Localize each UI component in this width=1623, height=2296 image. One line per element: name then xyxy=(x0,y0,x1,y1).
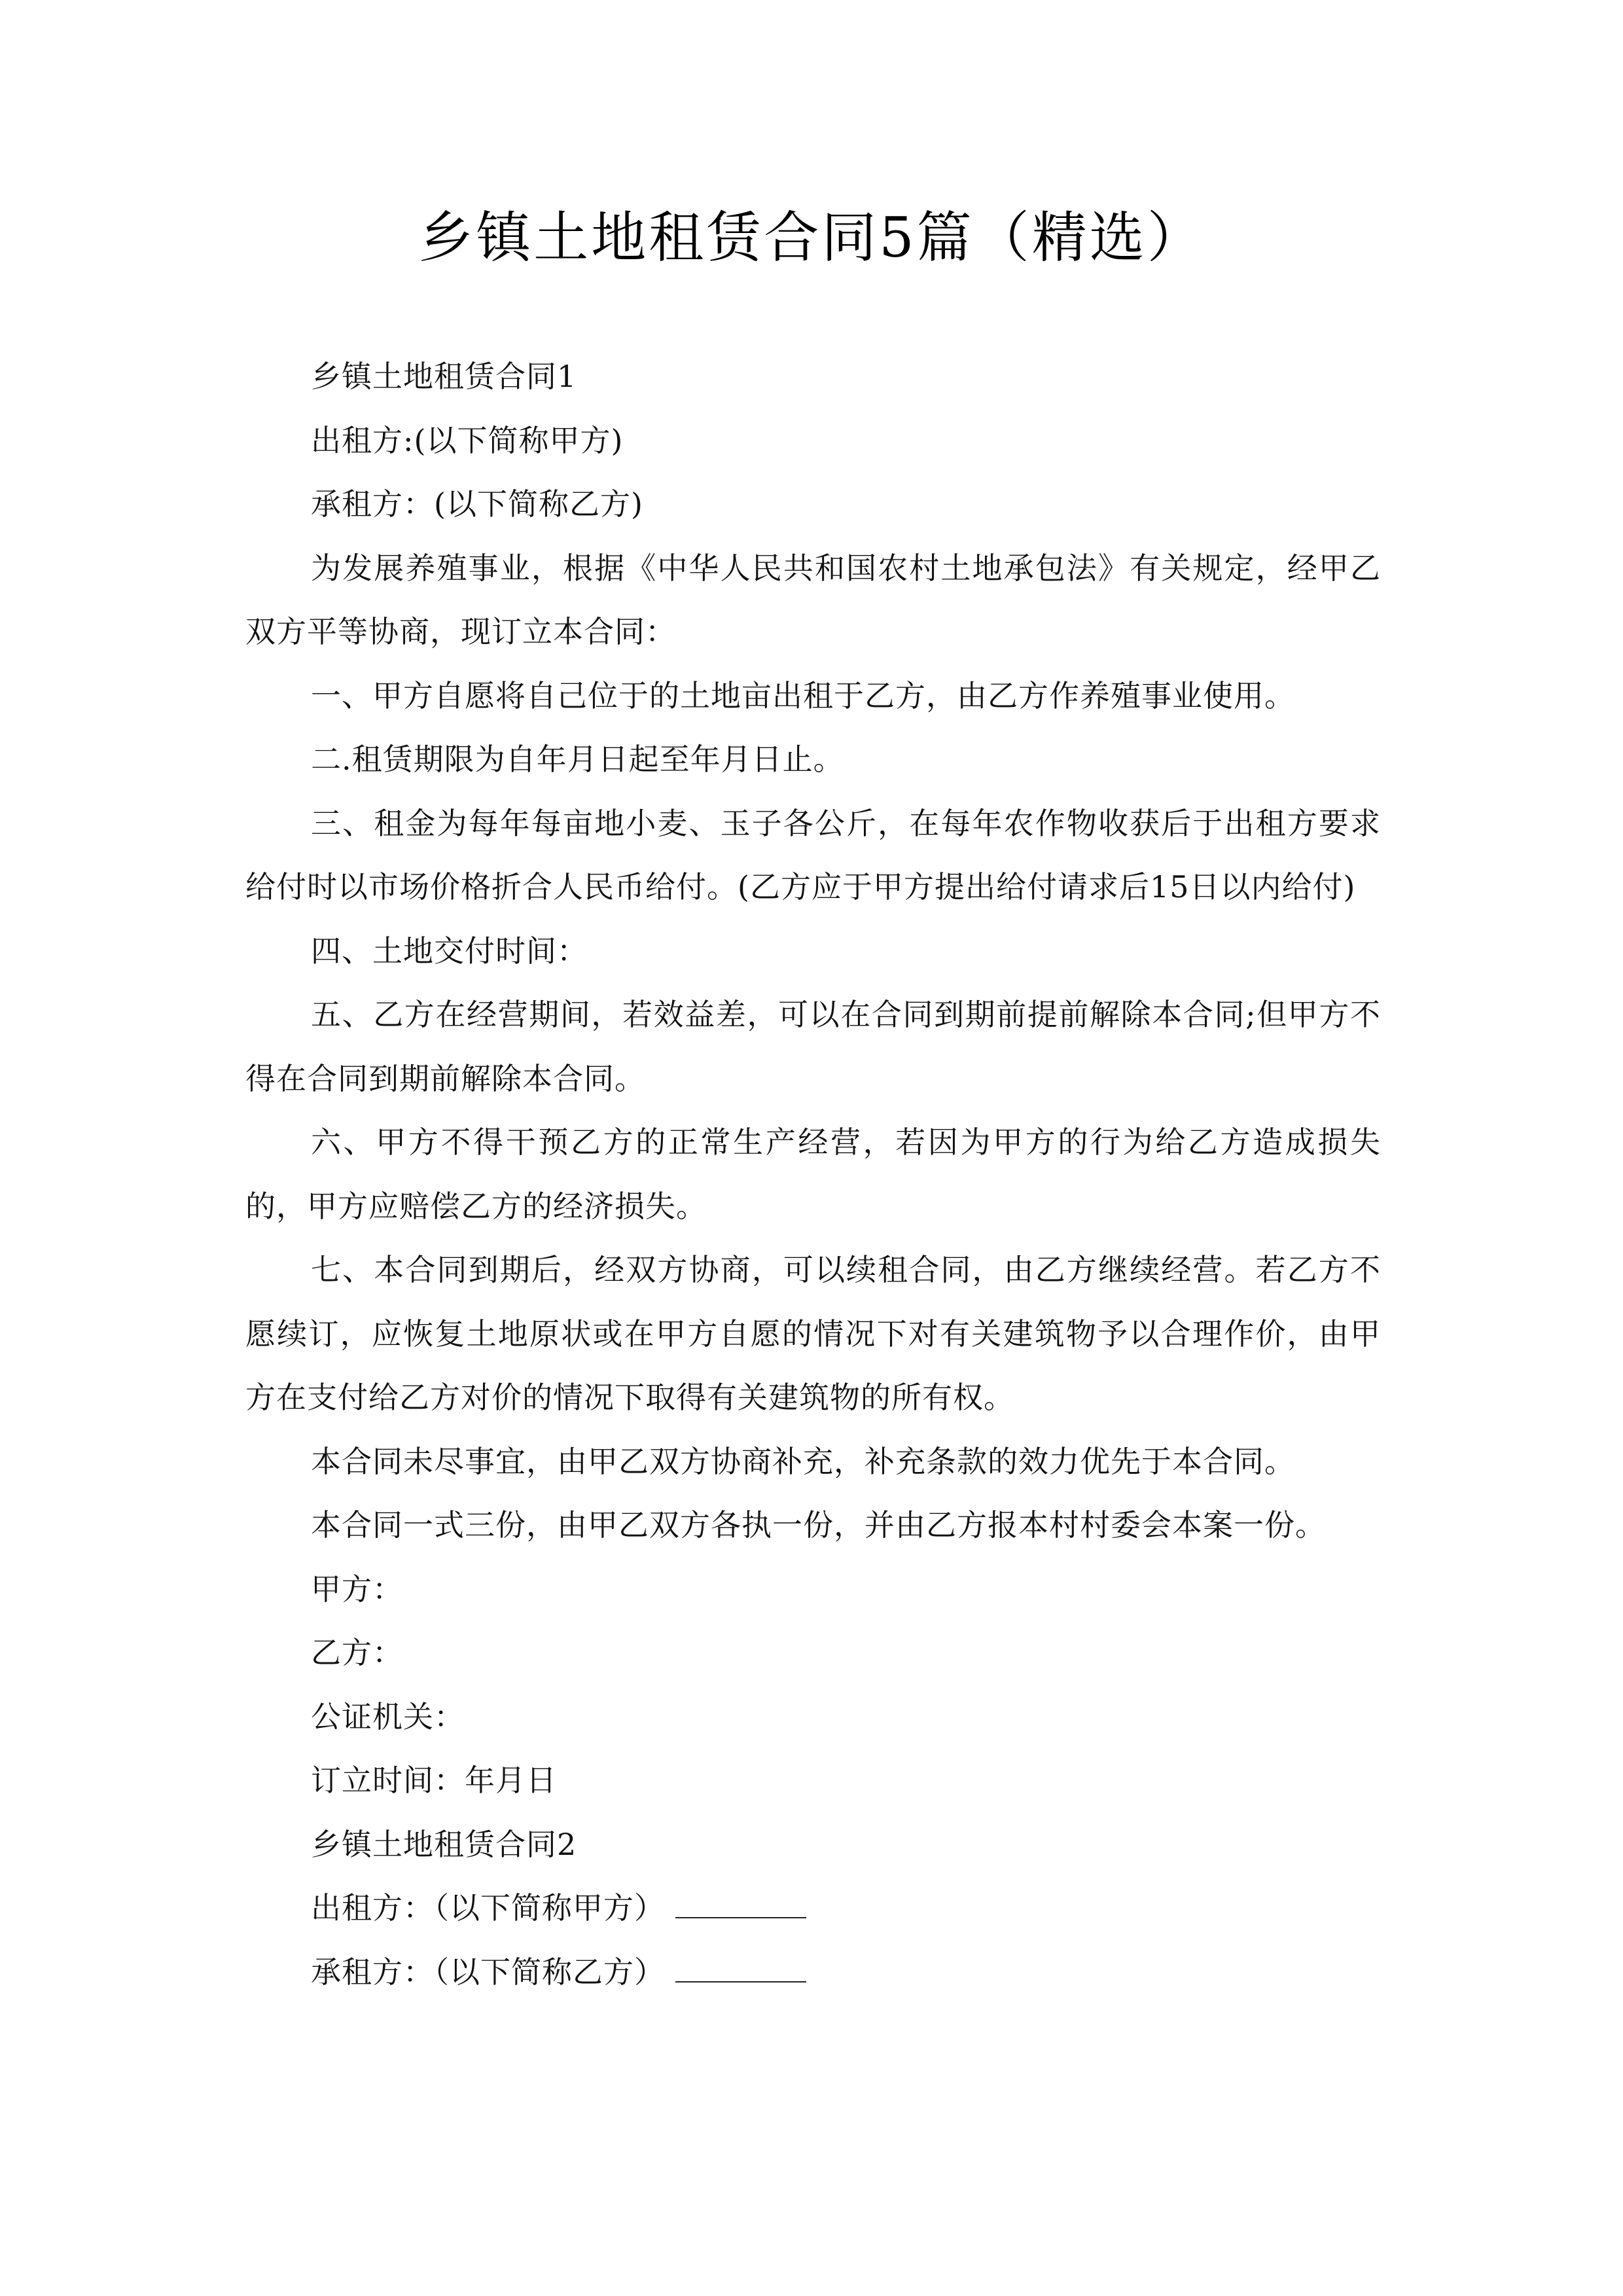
contract-1-heading: 乡镇土地租赁合同1 xyxy=(311,359,577,394)
document-title: 乡镇土地租赁合同5篇（精选） xyxy=(418,206,1205,270)
clause-6: 六、甲方不得干预乙方的正常生产经营，若因为甲方的行为给乙方造成损失的，甲方应赔偿乙方的经济损失。 xyxy=(245,1124,1381,1224)
signing-date-line: 订立时间：年月日 xyxy=(311,1763,557,1798)
document-body xyxy=(245,345,1381,2004)
lessee-line: 承租方：(以下简称乙方) xyxy=(311,486,643,522)
preamble-paragraph: 为发展养殖事业，根据《中华人民共和国农村土地承包法》有关规定，经甲乙双方平等协商，现订立本合同： xyxy=(245,550,1381,649)
contract-2-lessor-line xyxy=(245,1876,1381,1941)
clause-3: 三、租金为每年每亩地小麦、玉子各公斤，在每年农作物收获后于出租方要求给付时以市场价格折合人民币给付。(乙方应于甲方提出给付请求后15日以内给付) xyxy=(245,805,1381,905)
contract-2-lessee-line xyxy=(245,1941,1381,2005)
signature-party-a: 甲方： xyxy=(311,1571,403,1607)
supplement-clause: 本合同未尽事宜，由甲乙双方协商补充，补充条款的效力优先于本合同。 xyxy=(311,1443,1295,1479)
clause-7: 七、本合同到期后，经双方协商，可以续租合同，由乙方继续经营。若乙方不愿续订，应恢复土地原状或在甲方自愿的情况下对有关建筑物予以合理作价，由甲方在支付给乙方对价的情况下取得有关建筑物的所有权。 xyxy=(245,1252,1381,1415)
contract-2-lessor-label: 出租方：（以下简称甲方） xyxy=(311,1890,665,1926)
notary-line: 公证机关： xyxy=(311,1698,465,1734)
lessee-blank-field xyxy=(675,1981,806,1982)
lessor-line: 出租方:(以下简称甲方) xyxy=(311,422,624,458)
clause-1: 一、甲方自愿将自己位于的土地亩出租于乙方，由乙方作养殖事业使用。 xyxy=(311,677,1295,713)
clause-5: 五、乙方在经营期间，若效益差，可以在合同到期前提前解除本合同;但甲方不得在合同到期前解除本合同。 xyxy=(245,997,1381,1096)
lessor-blank-field xyxy=(675,1916,806,1918)
clause-4: 四、土地交付时间： xyxy=(311,933,588,969)
clause-2: 二.租赁期限为自年月日起至年月日止。 xyxy=(311,742,844,777)
copies-clause: 本合同一式三份，由甲乙双方各执一份，并由乙方报本村村委会本案一份。 xyxy=(311,1507,1326,1543)
signature-party-b: 乙方： xyxy=(311,1635,403,1670)
contract-2-heading: 乡镇土地租赁合同2 xyxy=(311,1826,577,1862)
contract-2-lessee-label: 承租方：（以下简称乙方） xyxy=(311,1954,665,1990)
